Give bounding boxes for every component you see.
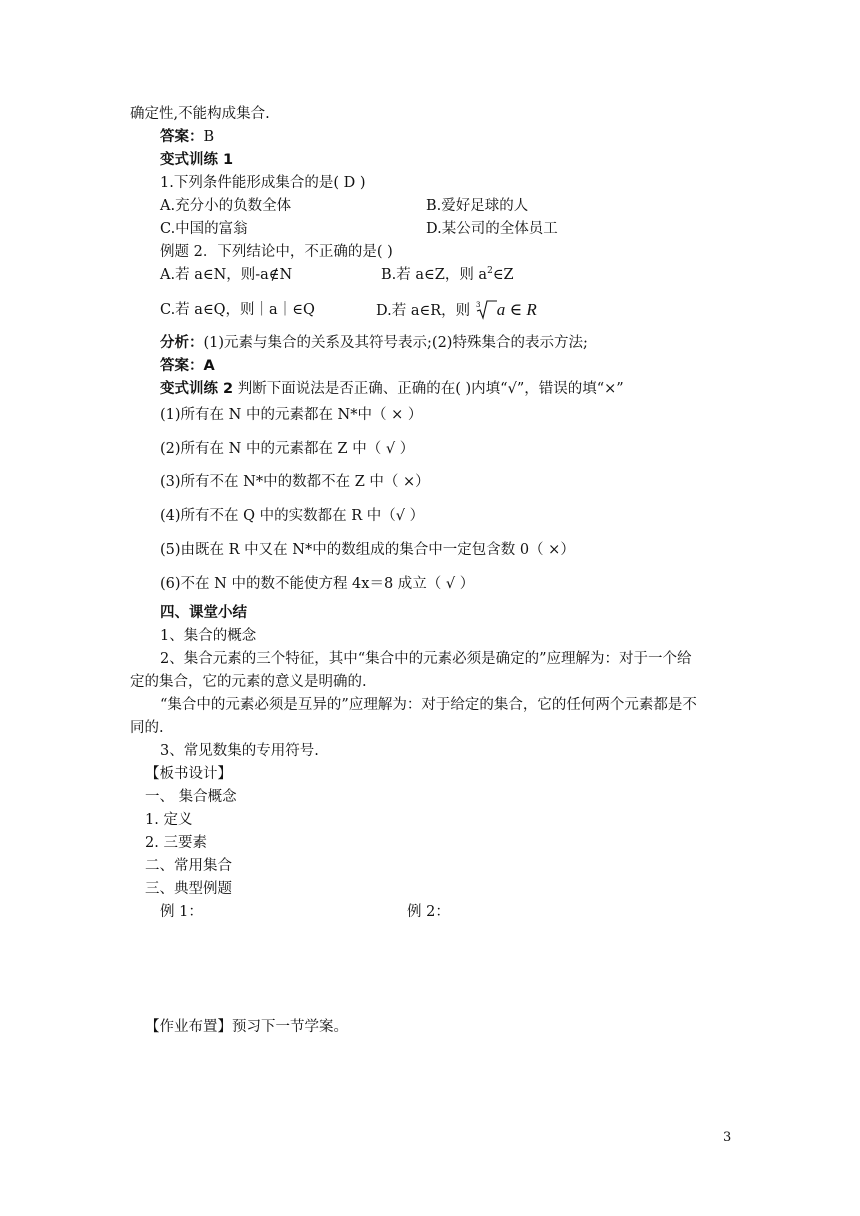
board-item-1: 一、 集合概念 bbox=[145, 789, 237, 805]
board-item-1-1: 1. 定义 bbox=[145, 812, 193, 828]
summary-item-2-end: 同的. bbox=[130, 720, 164, 736]
answer-label: 答案： bbox=[160, 129, 204, 145]
board-item-3: 三、典型例题 bbox=[145, 881, 232, 897]
text-line: 确定性,不能构成集合. bbox=[130, 106, 270, 122]
section-title-variant-1: 变式训练 1 bbox=[160, 152, 234, 168]
option-b: B.爱好足球的人 bbox=[426, 198, 529, 214]
summary-item-2-cont: 定的集合，它的元素的意义是明确的. bbox=[130, 674, 367, 690]
judge-item-1: (1)所有在 N 中的元素都在 N*中（ × ） bbox=[160, 407, 423, 423]
homework-line: 【作业布置】预习下一节学案。 bbox=[145, 1019, 348, 1035]
ex2-option-c: C.若 a∈Q，则｜a｜∈Q bbox=[160, 302, 315, 318]
svg-text:3: 3 bbox=[475, 301, 481, 309]
judge-item-4: (4)所有不在 Q 中的实数都在 R 中（√ ） bbox=[160, 508, 425, 524]
variant-2-instruction: 判断下面说法是否正确、正确的在( )内填“√”，错误的填“×” bbox=[237, 381, 624, 397]
ex2-option-d bbox=[376, 298, 537, 321]
cube-root-formula bbox=[475, 300, 537, 319]
judge-item-6: (6)不在 N 中的数不能使方程 4x＝8 成立（ √ ） bbox=[160, 576, 475, 592]
option-c: C.中国的富翁 bbox=[160, 221, 248, 237]
analysis-label: 分析： bbox=[160, 335, 204, 351]
formula-text: a ∈ R bbox=[496, 300, 537, 319]
page-number: 3 bbox=[723, 1130, 732, 1145]
answer-line-2 bbox=[160, 356, 215, 376]
board-item-1-2: 2. 三要素 bbox=[145, 835, 207, 851]
summary-item-2: 2、集合元素的三个特征，其中“集合中的元素必须是确定的”应理解为：对于一个给 bbox=[160, 651, 692, 667]
answer-line bbox=[160, 127, 214, 147]
variant-2-line bbox=[160, 379, 624, 399]
ex2-option-d-text: D.若 a∈R，则 bbox=[376, 303, 471, 319]
ex2-option-a: A.若 a∈N，则-a∉N bbox=[160, 267, 293, 283]
answer-value: B bbox=[203, 129, 215, 145]
cube-root-icon bbox=[475, 298, 497, 320]
summary-item-2-para: “集合中的元素必须是互异的”应理解为：对于给定的集合，它的任何两个元素都是不 bbox=[160, 697, 697, 713]
board-item-2: 二、常用集合 bbox=[145, 858, 232, 874]
analysis-text: (1)元素与集合的关系及其符号表示;(2)特殊集合的表示方法; bbox=[203, 335, 588, 351]
ex2-option-b-tail: ∈Z bbox=[492, 267, 514, 283]
example-2: 例题 2．下列结论中，不正确的是( ) bbox=[160, 244, 393, 260]
summary-item-1: 1、集合的概念 bbox=[160, 628, 257, 644]
board-example-1: 例 1： bbox=[160, 904, 203, 920]
analysis-line bbox=[160, 333, 588, 353]
answer-label: 答案： bbox=[160, 358, 204, 374]
ex2-option-b-text: B.若 a∈Z，则 a bbox=[381, 267, 488, 283]
section-title-variant-2: 变式训练 2 bbox=[160, 381, 234, 397]
judge-item-2: (2)所有在 N 中的元素都在 Z 中（ √ ） bbox=[160, 441, 415, 457]
option-a: A.充分小的负数全体 bbox=[160, 198, 292, 214]
board-example-2: 例 2： bbox=[407, 904, 450, 920]
question-1: 1.下列条件能形成集合的是( D ) bbox=[160, 175, 366, 191]
answer-value: A bbox=[203, 358, 215, 374]
ex2-option-b bbox=[381, 265, 514, 285]
option-d: D.某公司的全体员工 bbox=[426, 221, 558, 237]
board-design-heading: 【板书设计】 bbox=[145, 766, 232, 782]
judge-item-5: (5)由既在 R 中又在 N*中的数组成的集合中一定包含数 0（ ×） bbox=[160, 542, 575, 558]
summary-item-3: 3、常见数集的专用符号. bbox=[160, 743, 319, 759]
superscript: 2 bbox=[487, 266, 493, 276]
judge-item-3: (3)所有不在 N*中的数都不在 Z 中（ ×） bbox=[160, 474, 430, 490]
section-heading-summary: 四、课堂小结 bbox=[160, 605, 247, 621]
